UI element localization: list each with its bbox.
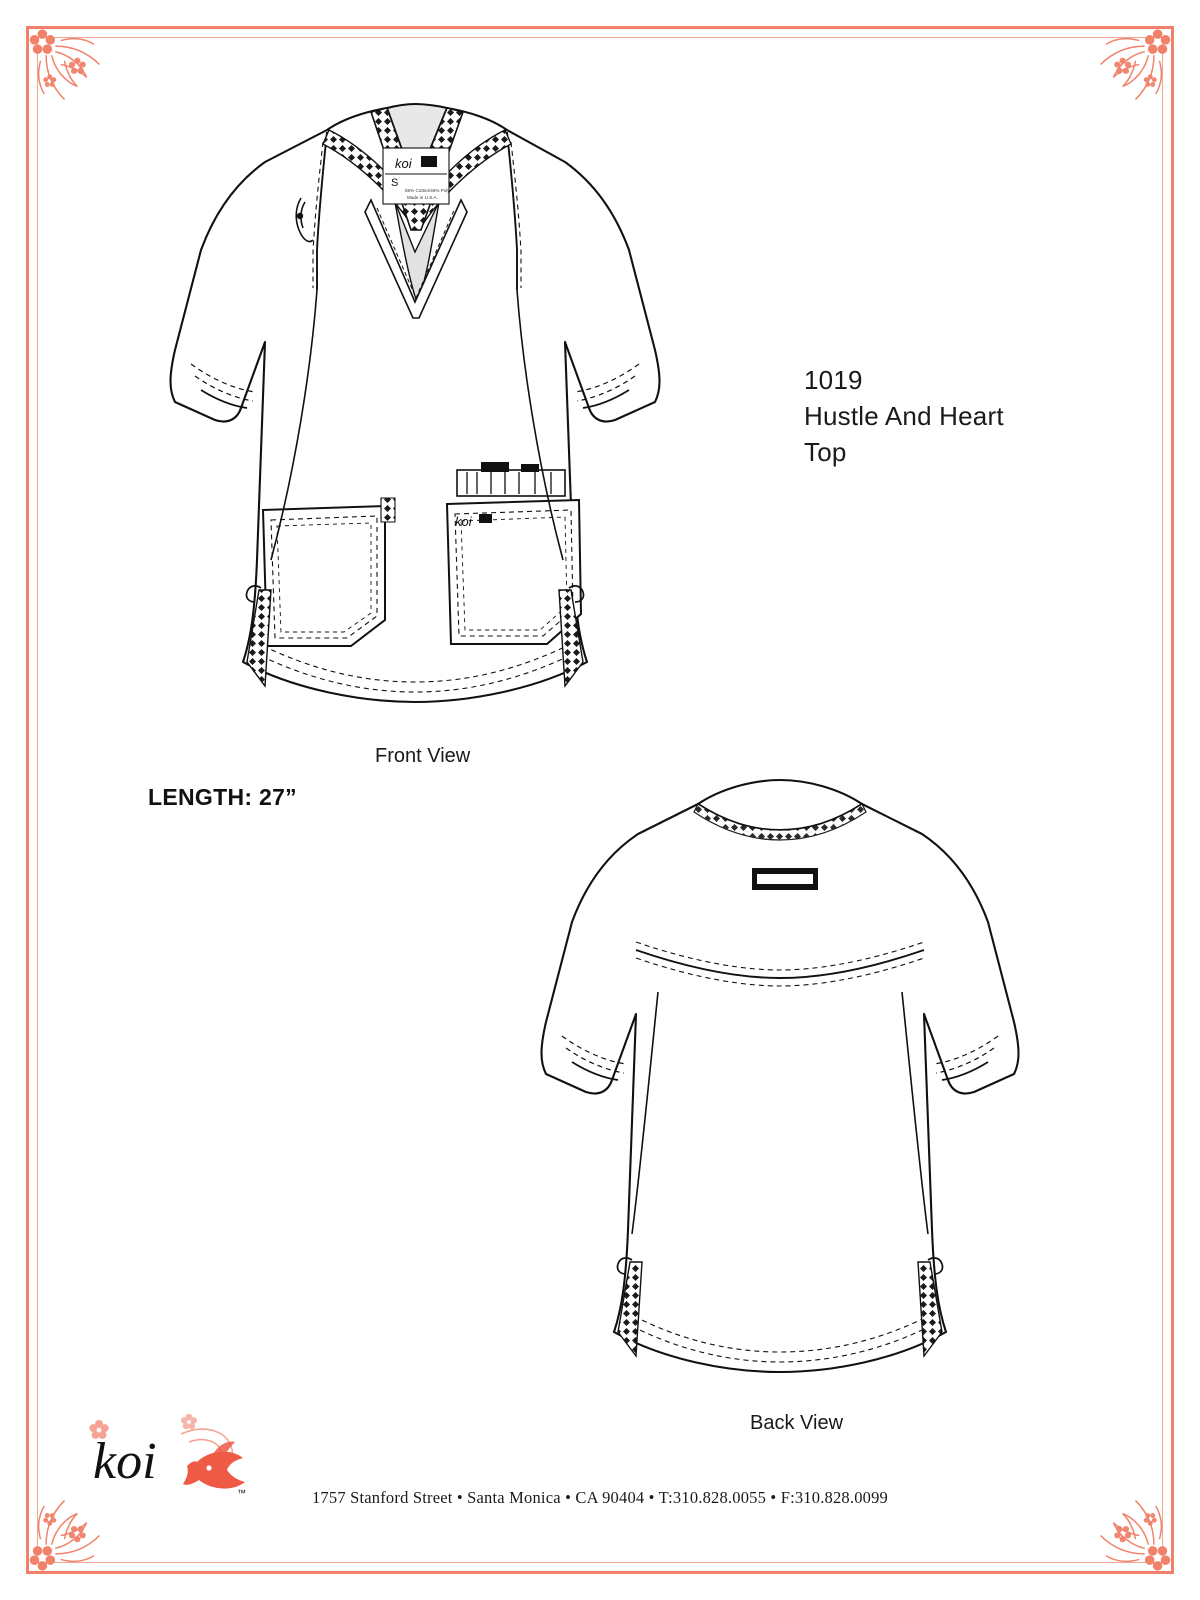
garment-front-illustration — [95, 90, 735, 740]
back-view-caption: Back View — [750, 1412, 844, 1434]
front-view-caption: Front View — [375, 745, 471, 767]
back-brand-tag — [752, 868, 818, 890]
style-name: Hustle And Heart — [804, 401, 1004, 431]
svg-text:Made in U.S.A.: Made in U.S.A. — [407, 195, 438, 200]
svg-text:koi: koi — [455, 514, 472, 529]
style-number: 1019 — [804, 365, 863, 395]
garment-back-illustration — [460, 760, 1100, 1410]
svg-text:koi: koi — [395, 156, 412, 171]
footer-address: 1757 Stanford Street • Santa Monica • CA 90404 • T:310.828.0055 • F:310.828.0099 — [311, 1488, 889, 1507]
length-label: LENGTH: 27” — [148, 784, 297, 810]
svg-text:™: ™ — [237, 1488, 246, 1498]
care-label — [383, 148, 450, 204]
svg-text:55% Cotton/45% Poly: 55% Cotton/45% Poly — [405, 188, 450, 193]
garment-type: Top — [804, 437, 847, 467]
style-info-block — [804, 362, 1004, 470]
koi-fish-icon — [183, 1442, 245, 1489]
svg-text:S: S — [391, 177, 399, 189]
svg-text:koi: koi — [93, 1433, 157, 1490]
pocket-left — [263, 498, 395, 646]
